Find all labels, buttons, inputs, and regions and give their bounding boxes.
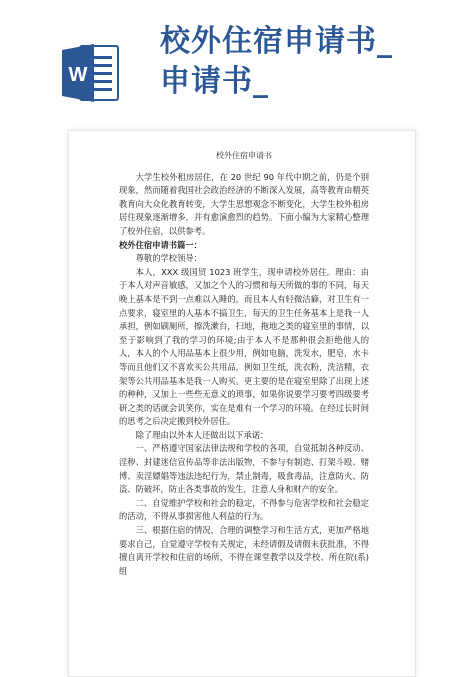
intro-paragraph: 大学生校外租房居住，在 20 世纪 90 年代中期之前，仍是个别现象，然而随着我国社会政治经济的不断深入发展，高等教育由精英教育向大众化教育转变，大学生思想观念不断变化，大学生校外租房居住现象逐渐增多，并有愈演愈烈的趋势。下面小编为大家精心整理了校外住宿，以供参考。 (119, 171, 369, 236)
document-body (119, 149, 369, 578)
commitment-item: 二、自觉维护学校和社会的稳定，不得参与危害学校和社会稳定的活动，不得从事损害他人利益的行为。 (119, 497, 369, 522)
body-paragraph: 本人，XXX 级国贸 1023 班学生，现申请校外居住。理由：由于本人对声音敏感，又加之个人的习惯和每天所做的事的不同，每天晚上基本是不到一点难以入睡的，而且本人有轻微洁癖，对卫生有一点要求，寝室里的人基本不搞卫生，每天的卫生任务基本上是我一人承担，例如刷厕所，擦洗漱台，扫地，拖地之类的寝室里的事情，以至于影响到了我的学习的环境;由于本人不是那种很会拒绝他人的人，本人的个人用品基本上很少用，例如电脑，洗发水，肥皂，水卡等而且他们又不喜欢买公共用品，例如卫生纸，洗衣粉，洗洁精，衣架等公共用品基本是我一人购买。更主要的是在寝室里除了出现上述的种种，又加上一些些无意义的琐事，如果你说要学习要考四级要考研之类的话就会讥笑你，实在是难有一个学习的环境。在经过长时间的思考之后决定搬到校外居住。 (119, 266, 369, 427)
commitment-item: 三、根据住宿的情况，合理的调整学习和生活方式，更加严格地要求自己，自觉遵守学校有关规定，未经请假及请假未获批准，不得擅自离开学校和住宿的场所，不得在课堂教学以及学校、所在院(系)组 (119, 525, 369, 576)
commitment-item: 一、严格遵守国家法律法规和学校的各项，自觉抵制各种反动、淫秽、封建迷信宣传品等非法出版物，不参与有制造、打架斗殴、赌博、卖淫嫖娼等违法违纪行为，禁止制毒，吸食毒品，注意防火、防盗、防破坏，防止各类事故的发生，注意人身和财产的安全。 (119, 443, 369, 495)
section-heading: 校外住宿申请书篇一： (119, 239, 202, 250)
document-page (68, 130, 416, 677)
page-header (0, 0, 474, 120)
page-title: 校外住宿申请书_ 申请书_ (160, 24, 393, 99)
word-doc-icon (62, 40, 120, 106)
svg-text:W: W (68, 64, 88, 86)
salutation: 尊敬的学校领导： (135, 253, 202, 264)
document-title: 校外住宿申请书 (216, 151, 272, 160)
commitment-intro: 除了理由以外本人还做出以下承诺： (135, 429, 269, 440)
document-preview (68, 130, 418, 675)
